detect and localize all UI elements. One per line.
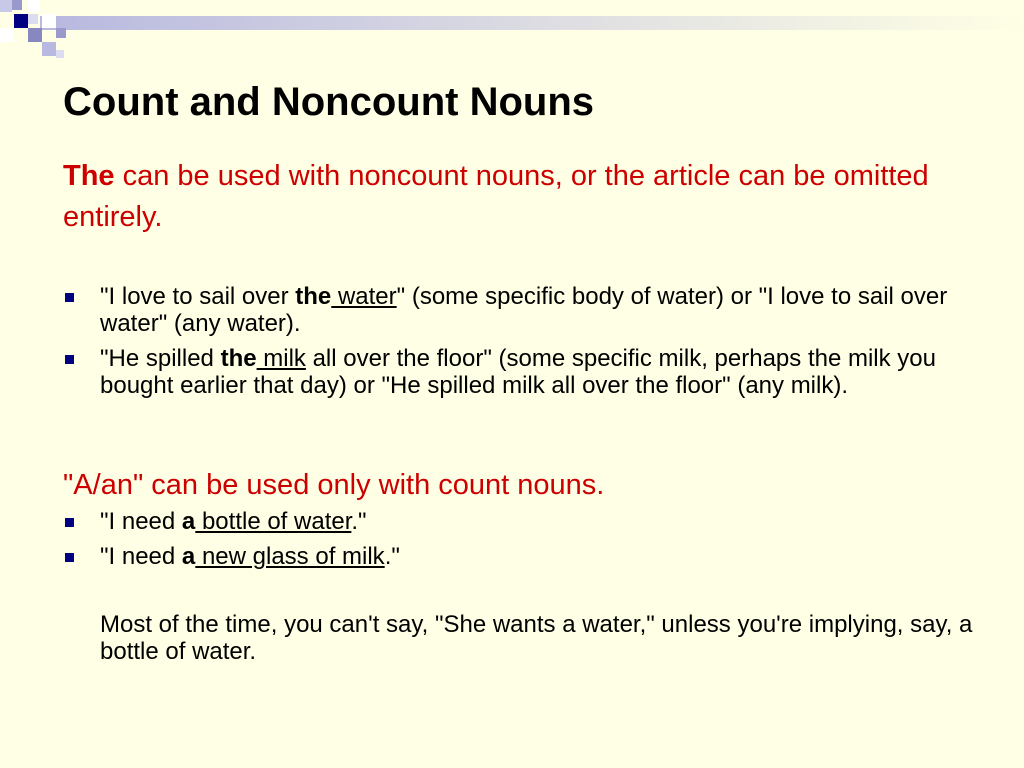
a-examples-list xyxy=(63,508,963,578)
decorative-header-pattern xyxy=(0,0,1024,64)
list-item: "He spilled the milk all over the floor" (some specific milk, perhaps the milk you bought earlier that day) or "He spilled milk all over the floor" (any milk). xyxy=(63,345,963,399)
list-item: "I need a new glass of milk." xyxy=(63,543,963,570)
list-item: "I need a bottle of water." xyxy=(63,508,963,535)
square-bullet-icon xyxy=(65,518,74,527)
the-examples-list xyxy=(63,283,963,407)
intro-rest: can be used with noncount nouns, or the article can be omitted entirely. xyxy=(63,160,929,233)
square-bullet-icon xyxy=(65,355,74,364)
intro-bold-word: The xyxy=(63,160,115,192)
list-item: "I love to sail over the water" (some specific body of water) or "I love to sail over water" (any water). xyxy=(63,283,963,337)
closing-note: Most of the time, you can't say, "She wants a water," unless you're implying, say, a bottle of water. xyxy=(100,611,973,665)
intro-text xyxy=(63,156,993,238)
square-bullet-icon xyxy=(65,553,74,562)
a-an-subheading: "A/an" can be used only with count nouns. xyxy=(63,469,605,501)
slide-title: Count and Noncount Nouns xyxy=(63,80,595,124)
square-bullet-icon xyxy=(65,293,74,302)
